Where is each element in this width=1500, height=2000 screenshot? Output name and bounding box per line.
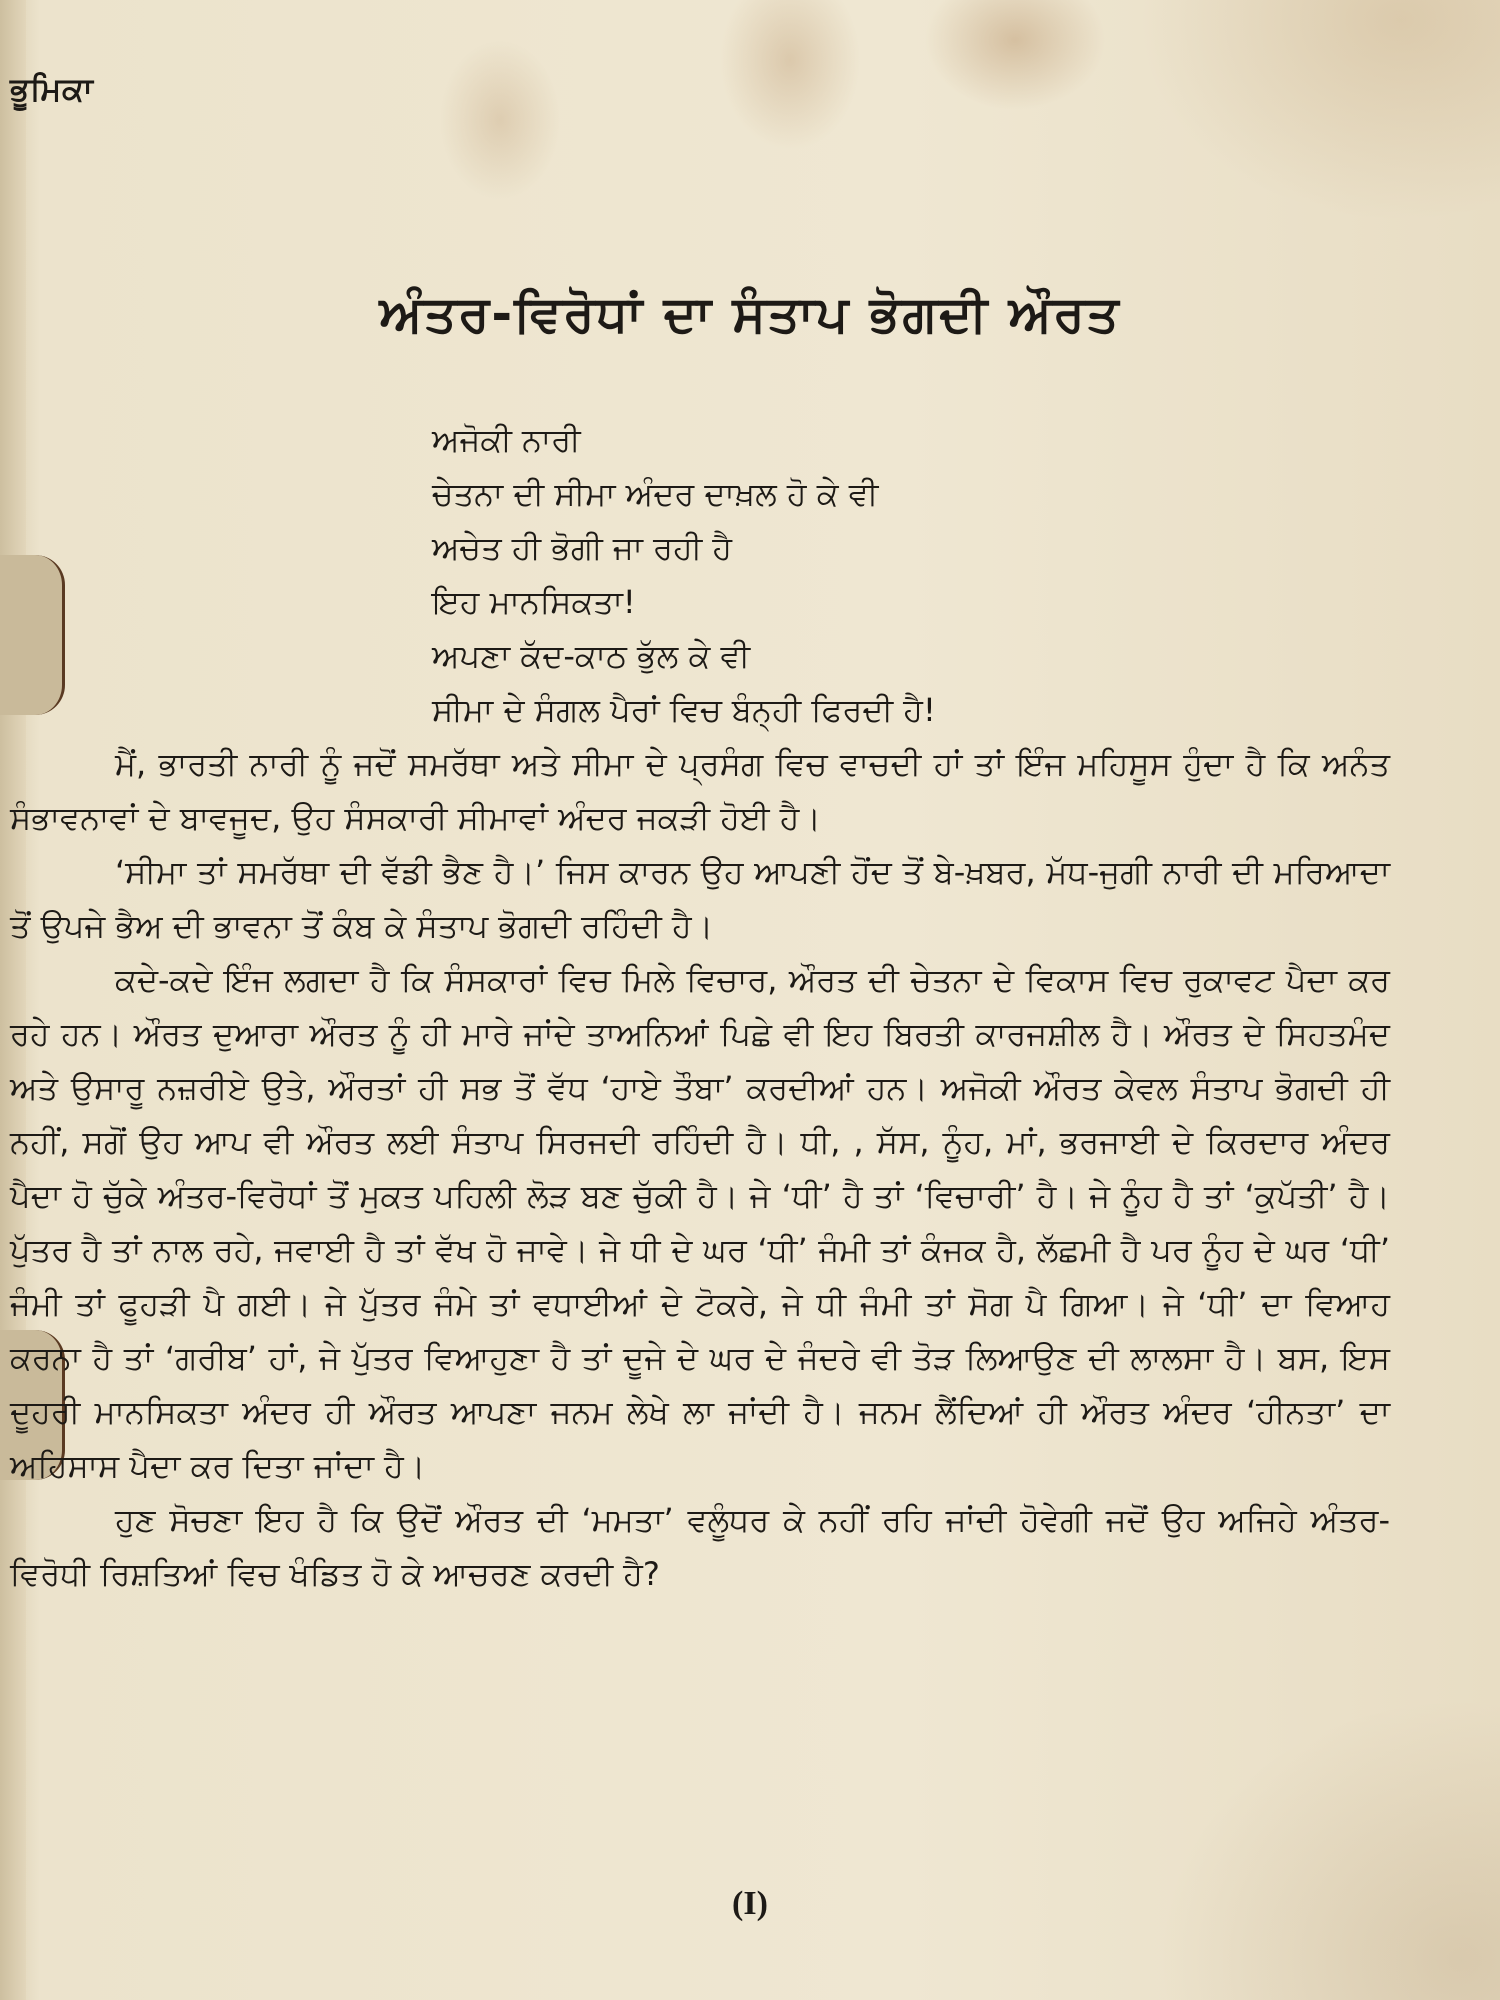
paragraph: ਹੁਣ ਸੋਚਣਾ ਇਹ ਹੈ ਕਿ ਉਦੋਂ ਔਰਤ ਦੀ ‘ਮਮਤਾ’ ਵਲੂੰਧਰ ਕੇ ਨਹੀਂ ਰਹਿ ਜਾਂਦੀ ਹੋਵੇਗੀ ਜਦੋਂ ਉਹ ਅਜਿਹੇ ਅੰਤਰ-ਵਿਰੋਧੀ ਰਿਸ਼ਤਿਆਂ ਵਿਚ ਖੰਡਿਤ ਹੋ ਕੇ ਆਚਰਣ ਕਰਦੀ ਹੈ? [10, 1501, 1390, 1593]
verse-line: ਅਜੋਕੀ ਨਾਰੀ [432, 421, 581, 459]
verse-line: ਅਚੇਤ ਹੀ ਭੋਗੀ ਜਾ ਰਹੀ ਹੈ [432, 529, 733, 567]
chapter-title: ਅੰਤਰ-ਵਿਰੋਧਾਂ ਦਾ ਸੰਤਾਪ ਭੋਗਦੀ ਔਰਤ [379, 285, 1121, 343]
verse-line: ਇਹ ਮਾਨਸਿਕਤਾ! [432, 583, 636, 621]
torn-edge-upper [0, 555, 65, 715]
paragraph: ‘ਸੀਮਾ ਤਾਂ ਸਮਰੱਥਾ ਦੀ ਵੱਡੀ ਭੈਣ ਹੈ।’ ਜਿਸ ਕਾਰਨ ਉਹ ਆਪਣੀ ਹੋਂਦ ਤੋਂ ਬੇ-ਖ਼ਬਰ, ਮੱਧ-ਜੁਗੀ ਨਾਰੀ ਦੀ ਮਰਿਆਦਾ ਤੋਂ ਉਪਜੇ ਭੈਅ ਦੀ ਭਾਵਨਾ ਤੋਂ ਕੰਬ ਕੇ ਸੰਤਾਪ ਭੋਗਦੀ ਰਹਿੰਦੀ ਹੈ। [10, 853, 1390, 945]
verse-line: ਸੀਮਾ ਦੇ ਸੰਗਲ ਪੈਰਾਂ ਵਿਚ ਬੰਨ੍ਹੀ ਫਿਰਦੀ ਹੈ! [432, 691, 936, 729]
verse-line: ਅਪਣਾ ਕੱਦ-ਕਾਠ ਭੁੱਲ ਕੇ ਵੀ [432, 637, 751, 675]
opening-verse [432, 413, 936, 737]
running-head: ਭੂਮਿਕਾ [10, 70, 94, 108]
verse-line: ਚੇਤਨਾ ਦੀ ਸੀਮਾ ਅੰਦਰ ਦਾਖ਼ਲ ਹੋ ਕੇ ਵੀ [432, 475, 879, 513]
page-number: (I) [732, 1885, 768, 1922]
paragraph: ਮੈਂ, ਭਾਰਤੀ ਨਾਰੀ ਨੂੰ ਜਦੋਂ ਸਮਰੱਥਾ ਅਤੇ ਸੀਮਾ ਦੇ ਪ੍ਰਸੰਗ ਵਿਚ ਵਾਚਦੀ ਹਾਂ ਤਾਂ ਇੰਜ ਮਹਿਸੂਸ ਹੁੰਦਾ ਹੈ ਕਿ ਅਨੰਤ ਸੰਭਾਵਨਾਵਾਂ ਦੇ ਬਾਵਜੂਦ, ਉਹ ਸੰਸਕਾਰੀ ਸੀਮਾਵਾਂ ਅੰਦਰ ਜਕੜੀ ਹੋਈ ਹੈ। [10, 745, 1390, 837]
body-text [10, 737, 1390, 1601]
paragraph: ਕਦੇ-ਕਦੇ ਇੰਜ ਲਗਦਾ ਹੈ ਕਿ ਸੰਸਕਾਰਾਂ ਵਿਚ ਮਿਲੇ ਵਿਚਾਰ, ਔਰਤ ਦੀ ਚੇਤਨਾ ਦੇ ਵਿਕਾਸ ਵਿਚ ਰੁਕਾਵਟ ਪੈਦਾ ਕਰ ਰਹੇ ਹਨ। ਔਰਤ ਦੁਆਰਾ ਔਰਤ ਨੂੰ ਹੀ ਮਾਰੇ ਜਾਂਦੇ ਤਾਅਨਿਆਂ ਪਿਛੇ ਵੀ ਇਹ ਬਿਰਤੀ ਕਾਰਜਸ਼ੀਲ ਹੈ। ਔਰਤ ਦੇ ਸਿਹਤਮੰਦ ਅਤੇ ਉਸਾਰੂ ਨਜ਼ਰੀਏ ਉਤੇ, ਔਰਤਾਂ ਹੀ ਸਭ ਤੋਂ ਵੱਧ ‘ਹਾਏ ਤੌਬਾ’ ਕਰਦੀਆਂ ਹਨ। ਅਜੋਕੀ ਔਰਤ ਕੇਵਲ ਸੰਤਾਪ ਭੋਗਦੀ ਹੀ ਨਹੀਂ, ਸਗੋਂ ਉਹ ਆਪ ਵੀ ਔਰਤ ਲਈ ਸੰਤਾਪ ਸਿਰਜਦੀ ਰਹਿੰਦੀ ਹੈ। ਧੀ, , ਸੱਸ, ਨੂੰਹ, ਮਾਂ, ਭਰਜਾਈ ਦੇ ਕਿਰਦਾਰ ਅੰਦਰ ਪੈਦਾ ਹੋ ਚੁੱਕੇ ਅੰਤਰ-ਵਿਰੋਧਾਂ ਤੋਂ ਮੁਕਤ ਪਹਿਲੀ ਲੋੜ ਬਣ ਚੁੱਕੀ ਹੈ। ਜੇ ‘ਧੀ’ ਹੈ ਤਾਂ ‘ਵਿਚਾਰੀ’ ਹੈ। ਜੇ ਨੂੰਹ ਹੈ ਤਾਂ ‘ਕੁਪੱਤੀ’ ਹੈ। ਪੁੱਤਰ ਹੈ ਤਾਂ ਨਾਲ ਰਹੇ, ਜਵਾਈ ਹੈ ਤਾਂ ਵੱਖ ਹੋ ਜਾਵੇ। ਜੇ ਧੀ ਦੇ ਘਰ ‘ਧੀ’ ਜੰਮੀ ਤਾਂ ਕੰਜਕ ਹੈ, ਲੱਛਮੀ ਹੈ ਪਰ ਨੂੰਹ ਦੇ ਘਰ ‘ਧੀ’ ਜੰਮੀ ਤਾਂ ਫੂਹੜੀ ਪੈ ਗਈ। ਜੇ ਪੁੱਤਰ ਜੰਮੇ ਤਾਂ ਵਧਾਈਆਂ ਦੇ ਟੋਕਰੇ, ਜੇ ਧੀ ਜੰਮੀ ਤਾਂ ਸੋਗ ਪੈ ਗਿਆ। ਜੇ ‘ਧੀ’ ਦਾ ਵਿਆਹ ਕਰਨਾ ਹੈ ਤਾਂ ‘ਗਰੀਬ’ ਹਾਂ, ਜੇ ਪੁੱਤਰ ਵਿਆਹੁਣਾ ਹੈ ਤਾਂ ਦੂਜੇ ਦੇ ਘਰ ਦੇ ਜੰਦਰੇ ਵੀ ਤੋੜ ਲਿਆਉਣ ਦੀ ਲਾਲਸਾ ਹੈ। ਬਸ, ਇਸ ਦੂਹਰੀ ਮਾਨਸਿਕਤਾ ਅੰਦਰ ਹੀ ਔਰਤ ਆਪਣਾ ਜਨਮ ਲੇਖੇ ਲਾ ਜਾਂਦੀ ਹੈ। ਜਨਮ ਲੈਂਦਿਆਂ ਹੀ ਔਰਤ ਅੰਦਰ ‘ਹੀਨਤਾ’ ਦਾ ਅਹਿਸਾਸ ਪੈਦਾ ਕਰ ਦਿਤਾ ਜਾਂਦਾ ਹੈ। [10, 961, 1390, 1485]
